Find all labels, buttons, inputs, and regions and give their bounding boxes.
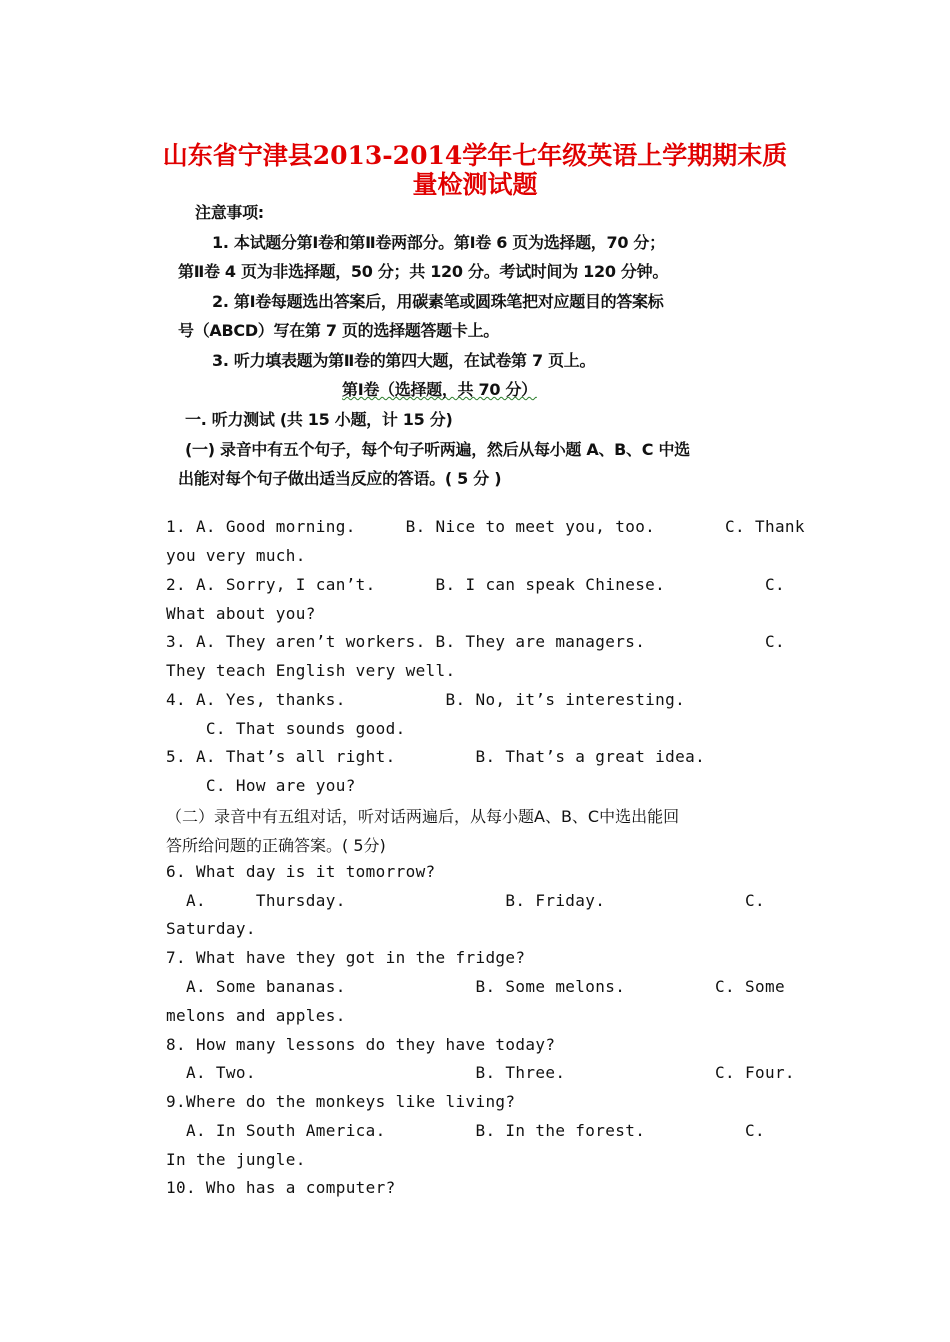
question-5-line: C. How are you? <box>166 776 356 795</box>
question-4-line: 4. A. Yes, thanks. B. No, it’s interesting. <box>166 690 686 709</box>
question-7-line: 7. What have they got in the fridge? <box>166 948 526 967</box>
notice-item2-line1: 2. 第Ⅰ卷每题选出答案后，用碳素笔或圆珠笔把对应题目的答案标 <box>212 292 664 311</box>
notice-heading: 注意事项: <box>195 203 264 222</box>
question-10-line: 10. Who has a computer? <box>166 1178 396 1197</box>
question-3-line: They teach English very well. <box>166 661 456 680</box>
question-6-line: A. Thursday. B. Friday. C. <box>166 891 765 910</box>
question-4-line: C. That sounds good. <box>166 719 406 738</box>
notice-item1-line2: 第Ⅱ卷 4 页为非选择题，50 分；共 120 分。考试时间为 120 分钟。 <box>178 262 669 281</box>
document-title-line1: 山东省宁津县2013-2014学年七年级英语上学期期末质 <box>162 141 788 170</box>
question-1-line: 1. A. Good morning. B. Nice to meet you, too. C. Thank <box>166 517 805 536</box>
question-7-line: A. Some bananas. B. Some melons. C. Some <box>166 977 785 996</box>
question-8-line: 8. How many lessons do they have today? <box>166 1035 556 1054</box>
question-1-line: you very much. <box>166 546 306 565</box>
notice-item1-line1: 1. 本试题分第Ⅰ卷和第Ⅱ卷两部分。第Ⅰ卷 6 页为选择题，70 分； <box>212 233 665 252</box>
question-2-line: What about you? <box>166 604 316 623</box>
notice-item3: 3. 听力填表题为第Ⅱ卷的第四大题，在试卷第 7 页上。 <box>212 351 596 370</box>
question-5-line: 5. A. That’s all right. B. That’s a great idea. <box>166 747 706 766</box>
question-7-line: melons and apples. <box>166 1006 346 1025</box>
question-6-line: 6. What day is it tomorrow? <box>166 862 436 881</box>
question-3-line: 3. A. They aren’t workers. B. They are managers. C. <box>166 632 785 651</box>
question-2-line: 2. A. Sorry, I can’t. B. I can speak Chinese. C. <box>166 575 785 594</box>
subsection1-line2: 出能对每个句子做出适当反应的答语。( 5 分 ) <box>178 469 502 488</box>
notice-scan-image <box>0 0 950 500</box>
section1-heading: 一. 听力测试 (共 15 小题，计 15 分) <box>185 410 453 429</box>
notice-item2-line2: 号（ABCD）写在第 7 页的选择题答题卡上。 <box>178 321 499 340</box>
subsection1-line1: (一) 录音中有五个句子，每个句子听两遍，然后从每小题 A、B、C 中选 <box>185 440 690 459</box>
question-9-line: 9.Where do the monkeys like living? <box>166 1092 516 1111</box>
subsection2-instruction: 答所给问题的正确答案。( 5分) <box>166 836 386 855</box>
question-9-line: A. In South America. B. In the forest. C. <box>166 1121 765 1140</box>
part1-heading: 第Ⅰ卷（选择题，共 70 分） <box>342 380 537 399</box>
subsection2-instruction: （二）录音中有五组对话，听对话两遍后，从每小题A、B、C中选出能回 <box>166 807 680 826</box>
document-title-line2: 量检测试题 <box>412 170 538 199</box>
question-9-line: In the jungle. <box>166 1150 306 1169</box>
question-8-line: A. Two. B. Three. C. Four. <box>166 1063 795 1082</box>
question-6-line: Saturday. <box>166 919 256 938</box>
